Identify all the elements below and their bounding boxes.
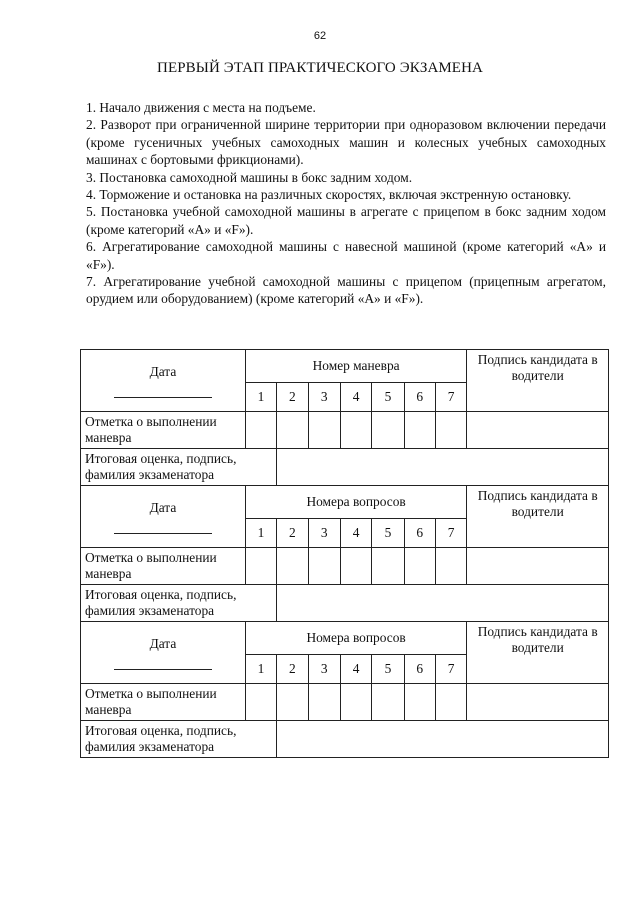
table-row <box>81 412 609 449</box>
mark-cell[interactable] <box>404 548 435 585</box>
number-cell: 3 <box>308 383 340 412</box>
mark-cell[interactable] <box>308 548 340 585</box>
number-cell: 4 <box>340 519 371 548</box>
block-header: Номер маневра <box>245 350 466 383</box>
block-header: Номера вопросов <box>245 486 466 519</box>
mark-cell[interactable] <box>435 412 466 449</box>
list-item: 6. Агрегатирование самоходной машины с навесной машиной (кроме категорий «A» и «F»). <box>86 239 606 272</box>
mark-cell[interactable] <box>404 412 435 449</box>
mark-cell[interactable] <box>277 412 308 449</box>
number-cell: 3 <box>308 519 340 548</box>
mark-cell[interactable] <box>435 684 466 721</box>
number-cell: 7 <box>435 655 466 684</box>
mark-label: Отметка о выполнении маневра <box>81 684 246 721</box>
mark-cell[interactable] <box>277 684 308 721</box>
final-cell[interactable] <box>277 449 609 486</box>
number-cell: 1 <box>245 655 276 684</box>
mark-label: Отметка о выполнении маневра <box>81 412 246 449</box>
number-cell: 7 <box>435 519 466 548</box>
number-cell: 5 <box>372 383 404 412</box>
mark-signature-cell[interactable] <box>467 684 609 721</box>
table-row <box>81 585 609 622</box>
number-cell: 2 <box>277 655 308 684</box>
mark-signature-cell[interactable] <box>467 548 609 585</box>
date-label: Дата <box>149 499 177 515</box>
date-cell[interactable] <box>81 622 246 684</box>
mark-cell[interactable] <box>308 684 340 721</box>
date-cell[interactable] <box>81 350 246 412</box>
list-item: 1. Начало движения с места на подъеме. <box>86 100 316 115</box>
list-item: 7. Агрегатирование учебной самоходной машины с прицепом (прицепным агрегатом, орудием или оборудованием) (кроме категорий «A» и «F»). <box>86 274 606 307</box>
mark-cell[interactable] <box>245 548 276 585</box>
list-item: 3. Постановка самоходной машины в бокс задним ходом. <box>86 169 413 185</box>
final-cell[interactable] <box>277 585 609 622</box>
list-item: 4. Торможение и остановка на различных скоростях, включая экстренную остановку. <box>86 187 572 203</box>
list-item: 2. Разворот при ограниченной ширине территории при одноразовом включении передачи (кроме гусеничных учебных самоходных машин и колесных учебных самоходных машинах с бортовыми фрикционами). <box>86 117 606 168</box>
table-header-row <box>81 622 609 655</box>
table-header-row <box>81 486 609 519</box>
date-line <box>114 669 212 670</box>
signature-cell[interactable]: Подпись кандидата в водители <box>467 350 609 412</box>
mark-cell[interactable] <box>277 548 308 585</box>
mark-cell[interactable] <box>340 548 371 585</box>
number-cell: 1 <box>245 383 276 412</box>
number-cell: 6 <box>404 519 435 548</box>
mark-signature-cell[interactable] <box>467 412 609 449</box>
mark-cell[interactable] <box>245 412 276 449</box>
mark-cell[interactable] <box>372 548 404 585</box>
table-row <box>81 548 609 585</box>
list-item: 5. Постановка учебной самоходной машины в агрегате с прицепом в бокс задним ходом (кроме категорий «A» и «F»). <box>86 204 606 237</box>
block-header: Номера вопросов <box>245 622 466 655</box>
number-cell: 3 <box>308 655 340 684</box>
table-row <box>81 684 609 721</box>
mark-cell[interactable] <box>340 412 371 449</box>
signature-cell[interactable]: Подпись кандидата в водители <box>467 486 609 548</box>
date-line <box>114 397 212 398</box>
number-cell: 2 <box>277 383 308 412</box>
table-row <box>81 449 609 486</box>
exam-table <box>80 349 609 758</box>
final-label: Итоговая оценка, подпись, фамилия экзаменатора <box>81 721 277 758</box>
table-row <box>81 721 609 758</box>
mark-cell[interactable] <box>372 684 404 721</box>
page-number: 62 <box>313 30 327 42</box>
final-label: Итоговая оценка, подпись, фамилия экзаменатора <box>81 449 277 486</box>
number-cell: 2 <box>277 519 308 548</box>
number-cell: 7 <box>435 383 466 412</box>
final-cell[interactable] <box>277 721 609 758</box>
date-line <box>114 533 212 534</box>
number-cell: 5 <box>372 655 404 684</box>
number-cell: 4 <box>340 383 371 412</box>
number-cell: 1 <box>245 519 276 548</box>
final-label: Итоговая оценка, подпись, фамилия экзаменатора <box>81 585 277 622</box>
date-label: Дата <box>149 363 177 379</box>
maneuver-list <box>86 99 606 308</box>
number-cell: 5 <box>372 519 404 548</box>
page-title: ПЕРВЫЙ ЭТАП ПРАКТИЧЕСКОГО ЭКЗАМЕНА <box>157 60 483 76</box>
date-cell[interactable] <box>81 486 246 548</box>
table-header-row <box>81 350 609 383</box>
number-cell: 4 <box>340 655 371 684</box>
mark-cell[interactable] <box>245 684 276 721</box>
number-cell: 6 <box>404 655 435 684</box>
mark-cell[interactable] <box>372 412 404 449</box>
signature-cell[interactable]: Подпись кандидата в водители <box>467 622 609 684</box>
mark-cell[interactable] <box>404 684 435 721</box>
number-cell: 6 <box>404 383 435 412</box>
mark-label: Отметка о выполнении маневра <box>81 548 246 585</box>
mark-cell[interactable] <box>435 548 466 585</box>
date-label: Дата <box>149 635 177 651</box>
mark-cell[interactable] <box>308 412 340 449</box>
mark-cell[interactable] <box>340 684 371 721</box>
